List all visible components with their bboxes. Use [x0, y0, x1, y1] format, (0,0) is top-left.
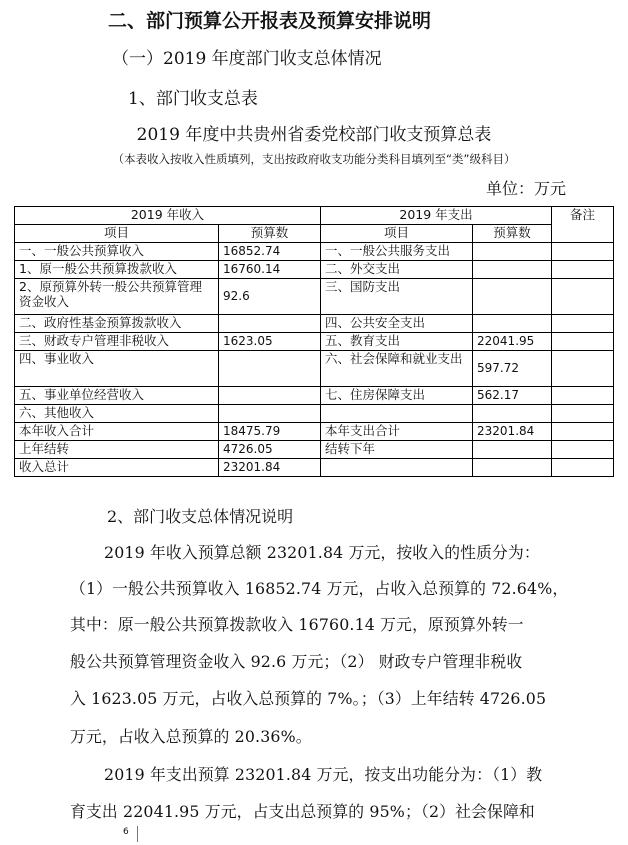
income-amount-cell: [219, 351, 321, 387]
explanation-line: 育支出 22041.95 万元，占支出总预算的 95%；（2）社会保障和: [70, 802, 535, 821]
income-amount-cell: 4726.05: [219, 441, 321, 459]
table-row: [15, 333, 614, 351]
expense-amount-cell: 23201.84: [473, 423, 552, 441]
expense-amount-cell: 562.17: [473, 387, 552, 405]
remark-cell: [552, 315, 614, 333]
item-heading: 1、部门收支总表: [128, 89, 258, 109]
remark-cell: [552, 423, 614, 441]
explanation-line: （1）一般公共预算收入 16852.74 万元，占收入总预算的 72.64%，: [70, 579, 569, 598]
expense-amount-cell: [473, 405, 552, 423]
expense-item-cell: 一、一般公共服务支出: [321, 243, 473, 261]
income-item-cell: 四、事业收入: [15, 351, 219, 387]
explanation-line: 般公共预算管理资金收入 92.6 万元；（2） 财政专户管理非税收: [70, 652, 523, 671]
page-number-divider: [137, 826, 138, 842]
income-amount-cell: 18475.79: [219, 423, 321, 441]
expense-item-cell: 五、教育支出: [321, 333, 473, 351]
income-item-cell: 三、财政专户管理非税收入: [15, 333, 219, 351]
table-row: [15, 423, 614, 441]
expense-amount-cell: 597.72: [473, 351, 552, 387]
table-row: [15, 279, 614, 315]
income-item-cell: 收入总计: [15, 459, 219, 477]
table-row: [15, 441, 614, 459]
expense-amount-cell: [473, 441, 552, 459]
income-item-cell: 上年结转: [15, 441, 219, 459]
remark-header: 备注: [552, 207, 614, 243]
expense-item-cell: 本年支出合计: [321, 423, 473, 441]
table-column-header-row: [15, 225, 614, 243]
income-amount-cell: [219, 315, 321, 333]
income-item-cell: 2、原预算外转一般公共预算管理资金收入: [15, 279, 219, 315]
income-amount-cell: 23201.84: [219, 459, 321, 477]
table-row: [15, 243, 614, 261]
income-amount-cell: 16760.14: [219, 261, 321, 279]
section-heading: 二、部门预算公开报表及预算安排说明: [108, 10, 432, 32]
remark-cell: [552, 333, 614, 351]
explanation-line: 入 1623.05 万元，占收入总预算的 7%。；（3）上年结转 4726.05: [70, 689, 547, 708]
explanation-line: 2019 年收入预算总额 23201.84 万元，按收入的性质分为：: [104, 543, 540, 562]
page-number: 6: [123, 827, 129, 837]
remark-cell: [552, 351, 614, 387]
remark-cell: [552, 261, 614, 279]
income-amount-cell: 16852.74: [219, 243, 321, 261]
income-item-cell: 一、一般公共预算收入: [15, 243, 219, 261]
remark-cell: [552, 459, 614, 477]
explanation-line: 2019 年支出预算 23201.84 万元，按支出功能分为：（1）教: [104, 765, 543, 784]
budget-table: [14, 206, 614, 477]
expense-item-cell: 六、社会保障和就业支出: [321, 351, 473, 387]
income-amount-cell: 92.6: [219, 279, 321, 315]
expense-amount-cell: [473, 279, 552, 315]
income-item-cell: 本年收入合计: [15, 423, 219, 441]
expense-item-cell: [321, 405, 473, 423]
explanation-line: 万元，占收入总预算的 20.36%。: [70, 727, 312, 746]
table-row: [15, 459, 614, 477]
remark-cell: [552, 387, 614, 405]
table-row: [15, 315, 614, 333]
table-row: [15, 405, 614, 423]
income-budget-header: 预算数: [219, 225, 321, 243]
expense-amount-cell: [473, 315, 552, 333]
remark-cell: [552, 243, 614, 261]
subsection-heading: （一）2019 年度部门收支总体情况: [112, 49, 382, 69]
expense-amount-cell: [473, 261, 552, 279]
expense-item-cell: 二、外交支出: [321, 261, 473, 279]
expense-budget-header: 预算数: [473, 225, 552, 243]
expense-amount-cell: [473, 459, 552, 477]
table-row: [15, 387, 614, 405]
expense-item-cell: 七、住房保障支出: [321, 387, 473, 405]
income-amount-cell: [219, 387, 321, 405]
expense-amount-cell: [473, 243, 552, 261]
remark-cell: [552, 405, 614, 423]
table-unit: 单位：万元: [485, 179, 566, 198]
expense-item-cell: 三、国防支出: [321, 279, 473, 315]
expense-group-header: 2019 年支出: [321, 207, 552, 225]
income-amount-cell: 1623.05: [219, 333, 321, 351]
table-title: 2019 年度中共贵州省委党校部门收支预算总表: [136, 125, 492, 145]
table-row: [15, 261, 614, 279]
table-row: [15, 351, 614, 387]
income-amount-cell: [219, 405, 321, 423]
income-item-cell: 六、其他收入: [15, 405, 219, 423]
table-note: （本表收入按收入性质填列，支出按政府收支功能分类科目填列至“类”级科目）: [112, 152, 516, 166]
income-item-cell: 五、事业单位经营收入: [15, 387, 219, 405]
remark-cell: [552, 441, 614, 459]
expense-item-cell: 四、公共安全支出: [321, 315, 473, 333]
income-item-cell: 二、政府性基金预算拨款收入: [15, 315, 219, 333]
remark-cell: [552, 279, 614, 315]
explanation-line: 其中：原一般公共预算拨款收入 16760.14 万元，原预算外转一: [70, 615, 524, 634]
expense-item-header: 项目: [321, 225, 473, 243]
income-group-header: 2019 年收入: [15, 207, 321, 225]
expense-item-cell: [321, 459, 473, 477]
income-item-cell: 1、原一般公共预算拨款收入: [15, 261, 219, 279]
explanation-heading: 2、部门收支总体情况说明: [107, 507, 294, 526]
expense-amount-cell: 22041.95: [473, 333, 552, 351]
table-group-header-row: [15, 207, 614, 225]
expense-item-cell: 结转下年: [321, 441, 473, 459]
income-item-header: 项目: [15, 225, 219, 243]
